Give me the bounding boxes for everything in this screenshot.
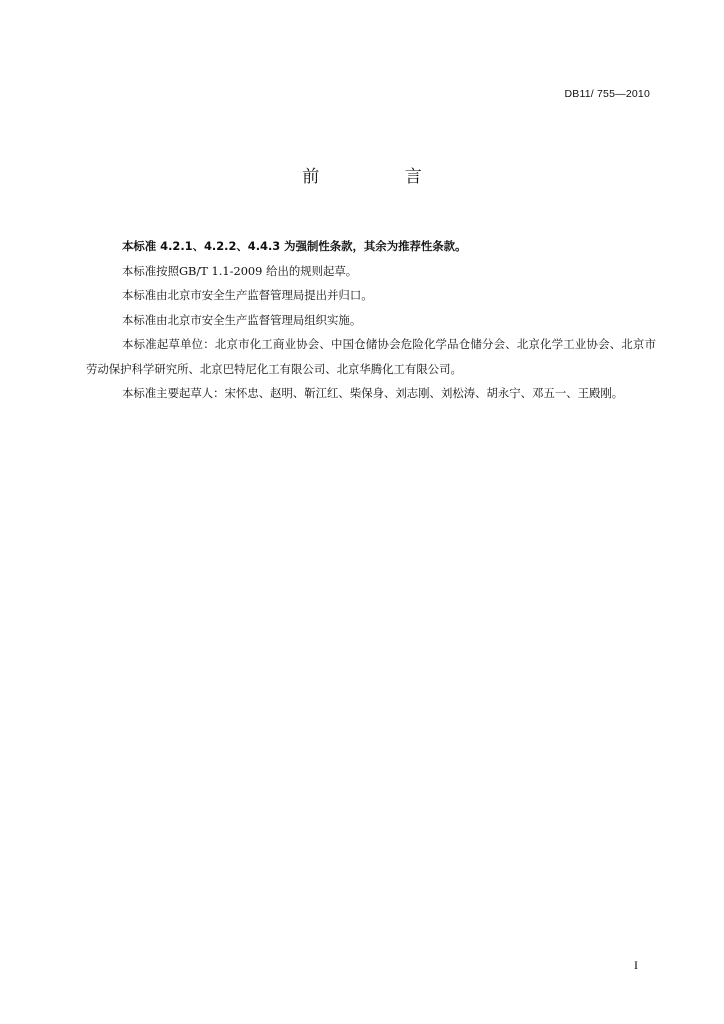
paragraph-drafting-units: 本标准起草单位：北京市化工商业协会、中国仓储协会危险化学品仓储分会、北京化学工业协会、北京市劳动保护科学研究所、北京巴特尼化工有限公司、北京华腾化工有限公司。 — [86, 337, 656, 376]
page-number: I — [634, 958, 638, 972]
paragraph-implementer: 本标准由北京市安全生产监督管理局组织实施。 — [122, 312, 362, 327]
document-number: DB11/ 755—2010 — [564, 88, 650, 100]
paragraph-drafters: 本标准主要起草人：宋怀忠、赵明、靳江红、柴保身、刘志刚、刘松涛、胡永宁、邓五一、王殿刚。 — [122, 386, 624, 400]
paragraph-mandatory-clauses: 本标准 4.2.1、4.2.2、4.4.3 为强制性条款，其余为推荐性条款。 — [122, 239, 467, 253]
paragraph-proposer: 本标准由北京市安全生产监督管理局提出并归口。 — [122, 288, 373, 302]
page-title: 前 言 — [302, 167, 462, 187]
paragraph-drafting-rules: 本标准按照GB/T 1.1-2009 给出的规则起草。 — [122, 263, 358, 278]
foreword-body — [86, 234, 656, 406]
